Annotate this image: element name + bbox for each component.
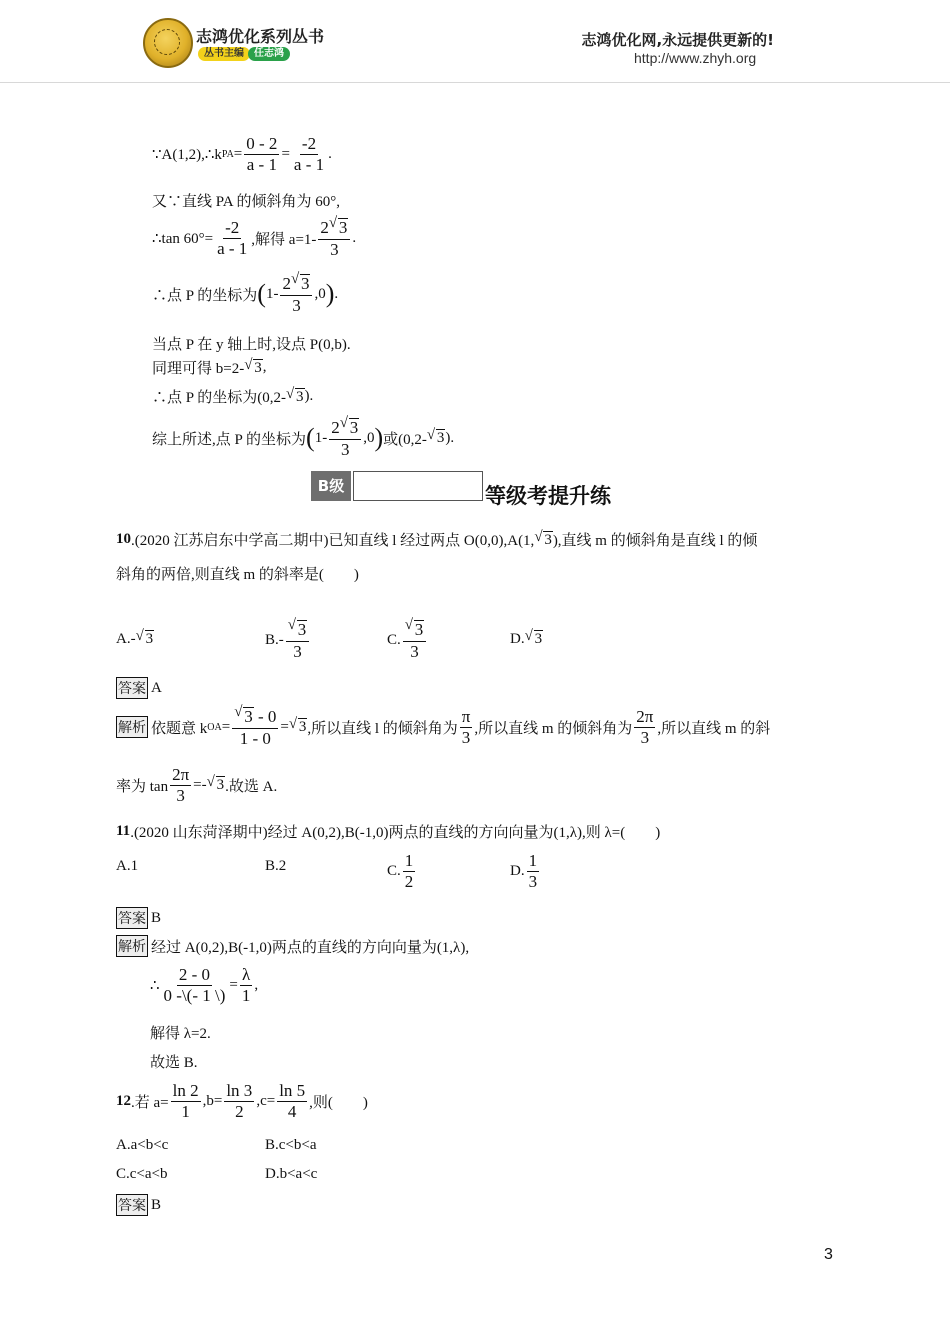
section-level-box xyxy=(311,471,483,501)
solution-line-6: 同理可得 b=2- √ 3 , xyxy=(152,356,267,377)
q12-option-b[interactable]: B.c<b<a xyxy=(265,1137,317,1153)
answer-tag: 答案 xyxy=(116,907,148,929)
q11-analysis-line-1: 解析 经过 A(0,2),B(-1,0)两点的直线的方向向量为(1,λ), xyxy=(116,935,469,957)
series-name: 志鸿优化系列丛书 xyxy=(196,27,325,46)
q10-option-b[interactable]: B.- √ 3 3 xyxy=(265,620,311,661)
q12-stem: 12 .若 a= $\frac{\ln 2}{1}$ ,b= $\frac{\ln 3}{2}$ ,c= $\frac{\ln 5}{4}$ ,则( ) xyxy=(116,1081,368,1121)
q10-option-c[interactable]: C. √ 3 3 xyxy=(387,620,428,661)
answer-tag: 答案 xyxy=(116,1194,148,1216)
q12-option-a[interactable]: A.a<b<c xyxy=(116,1137,169,1153)
q11-option-c[interactable]: C. $\frac{1}{2}$ xyxy=(387,851,414,891)
q11-stem: 11 .(2020 山东菏泽期中)经过 A(0,2),B(-1,0)两点的直线的方向向量为(1,λ),则 λ=( ) xyxy=(116,823,661,841)
solution-line-3: ∴tan 60°= $\frac{-2}{a - 1}$ ,解得 a=1- 2 √ 3 3 . xyxy=(152,215,357,259)
q11-answer: 答案 B xyxy=(116,907,161,929)
solution-line-2: 又∵直线 PA 的倾斜角为 60°, xyxy=(152,194,340,210)
q11-analysis-solve: 解得 λ=2. xyxy=(150,1026,211,1042)
q11-option-b[interactable]: B.2 xyxy=(265,858,287,874)
solution-line-4: ∴点 P 的坐标为 ( 1- 2 √ 3 3 ,0 ) . xyxy=(152,271,339,315)
answer-tag: 答案 xyxy=(116,677,148,699)
q10-stem-line-2: 斜角的两倍,则直线 m 的斜率是( ) xyxy=(116,567,359,583)
solution-line-8: 综上所述,点 P 的坐标为 ( 1- 2 √ 3 3 ,0 ) 或(0,2- √ 3 ). xyxy=(152,415,455,459)
q10-option-d[interactable]: D. √ 3 xyxy=(510,628,543,647)
publisher-logo xyxy=(143,18,193,68)
section-title: 等级考提升练 xyxy=(485,484,611,508)
analysis-tag: 解析 xyxy=(116,935,148,957)
header-divider xyxy=(0,82,950,83)
solution-line-7: ∴点 P 的坐标为(0,2- √ 3 ). xyxy=(152,385,314,406)
q12-option-d[interactable]: D.b<a<c xyxy=(265,1166,318,1182)
editor-label: 丛书主编 xyxy=(198,47,250,61)
q10-option-a[interactable]: A.- √ 3 xyxy=(116,628,154,647)
solution-line-5: 当点 P 在 y 轴上时,设点 P(0,b). xyxy=(152,337,351,353)
site-url[interactable]: http://www.zhyh.org xyxy=(634,50,757,66)
q11-option-a[interactable]: A.1 xyxy=(116,858,139,874)
q12-answer: 答案 B xyxy=(116,1194,161,1216)
q12-option-c[interactable]: C.c<a<b xyxy=(116,1166,168,1182)
q10-analysis-line-2: 率为 tan $\frac{2\pi}{3}$ =- √ 3 .故选 A. xyxy=(116,765,278,805)
q11-analysis-choose: 故选 B. xyxy=(150,1055,198,1071)
analysis-tag: 解析 xyxy=(116,716,148,738)
q11-option-d[interactable]: D. $\frac{1}{3}$ xyxy=(510,851,538,891)
q11-analysis-equation: ∴ $\frac{2 - 0}{0 -\backslash(- 1 \backslash)}$ = $\frac{\lambda}{1}$ , xyxy=(150,965,259,1005)
q10-analysis-line-1: 解析 依题意 k OA = √ 3 - 0 1 - 0 = √ 3 ,所以直线 l 的倾斜角为 $\frac{\pi}{3}$ ,所以直线 m 的倾斜角为 $\frac{2\pi}{3}$ ,所以直线 m 的斜 xyxy=(118,704,771,748)
section-level: B级 xyxy=(311,471,351,501)
site-slogan: 志鸿优化网,永远提供更新的! xyxy=(581,31,774,49)
q10-stem-line-1: 10 .(2020 江苏启东中学高二期中)已知直线 l 经过两点 O(0,0),A(1, √ 3 ),直线 m 的倾斜角是直线 l 的倾 xyxy=(116,528,758,549)
editor-name: 任志鸿 xyxy=(248,47,290,61)
page-number: 3 xyxy=(824,1246,833,1263)
solution-line-1: ∵A(1,2),∴k PA = $\frac{0 - 2}{a - 1}$ = $\frac{-2}{a - 1}$ . xyxy=(152,134,332,174)
q10-answer: 答案 A xyxy=(116,677,162,699)
